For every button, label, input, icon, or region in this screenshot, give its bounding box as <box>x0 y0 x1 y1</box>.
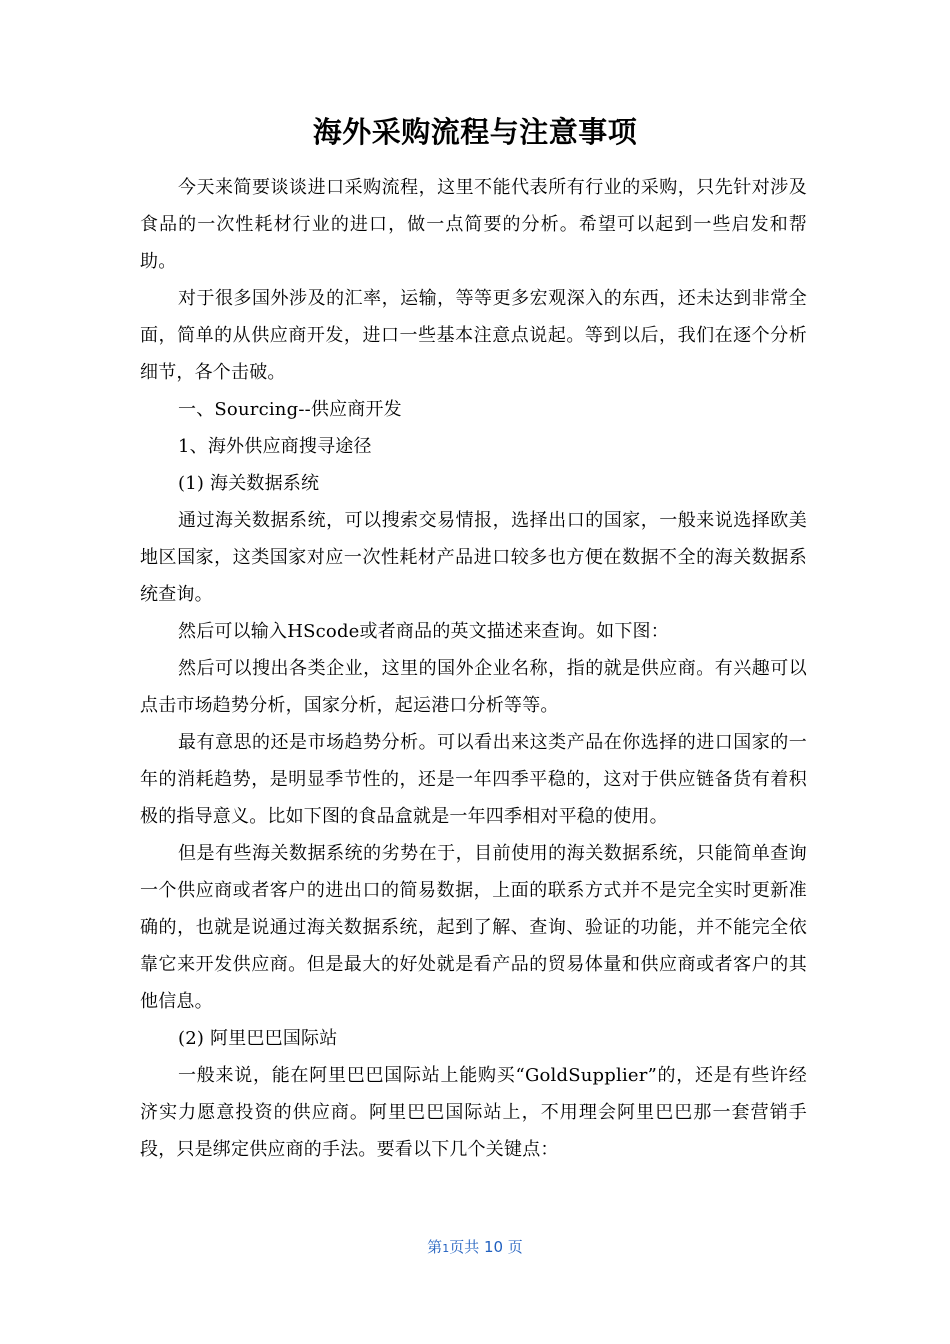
paragraph: 然后可以输入HScode或者商品的英文描述来查询。如下图： <box>178 621 669 642</box>
footer-page-number: 1 <box>442 1242 450 1255</box>
document-body <box>140 169 807 1168</box>
item-heading: (2) 阿里巴巴国际站 <box>178 1028 338 1049</box>
item-heading: (1) 海关数据系统 <box>178 473 320 494</box>
paragraph: 但是有些海关数据系统的劣势在于，目前使用的海关数据系统，只能简单查询一个供应商或者客户的进出口的简易数据，上面的联系方式并不是完全实时更新准确的，也就是说通过海关数据系统，起到了解、查询、验证的功能，并不能完全依靠它来开发供应商。但是最大的好处就是看产品的贸易体量和供应商或者客户的其他信息。 <box>140 843 807 1012</box>
paragraph: 一般来说，能在阿里巴巴国际站上能购买“GoldSupplier”的，还是有些许经济实力愿意投资的供应商。阿里巴巴国际站上，不用理会阿里巴巴那一套营销手段，只是绑定供应商的手法。要看以下几个关键点： <box>140 1065 807 1160</box>
paragraph: 今天来简要谈谈进口采购流程，这里不能代表所有行业的采购，只先针对涉及食品的一次性耗材行业的进口，做一点简要的分析。希望可以起到一些启发和帮助。 <box>140 177 807 272</box>
subsection-heading: 1、海外供应商搜寻途径 <box>178 436 372 457</box>
document-title: 海外采购流程与注意事项 <box>312 115 638 149</box>
section-heading: 一、Sourcing--供应商开发 <box>178 399 402 420</box>
footer-prefix: 第 <box>427 1238 443 1256</box>
paragraph: 最有意思的还是市场趋势分析。可以看出来这类产品在你选择的进口国家的一年的消耗趋势，是明显季节性的，还是一年四季平稳的，这对于供应链备货有着积极的指导意义。比如下图的食品盒就是一年四季相对平稳的使用。 <box>140 732 807 827</box>
paragraph: 通过海关数据系统，可以搜索交易情报，选择出口的国家，一般来说选择欧美地区国家，这类国家对应一次性耗材产品进口较多也方便在数据不全的海关数据系统查询。 <box>140 510 807 605</box>
paragraph: 然后可以搜出各类企业，这里的国外企业名称，指的就是供应商。有兴趣可以点击市场趋势分析，国家分析，起运港口分析等等。 <box>140 658 807 716</box>
paragraph: 对于很多国外涉及的汇率，运输，等等更多宏观深入的东西，还未达到非常全面，简单的从供应商开发，进口一些基本注意点说起。等到以后，我们在逐个分析细节，各个击破。 <box>140 288 807 383</box>
footer-suffix: 页共 10 页 <box>449 1238 523 1256</box>
page-footer <box>0 1236 950 1260</box>
